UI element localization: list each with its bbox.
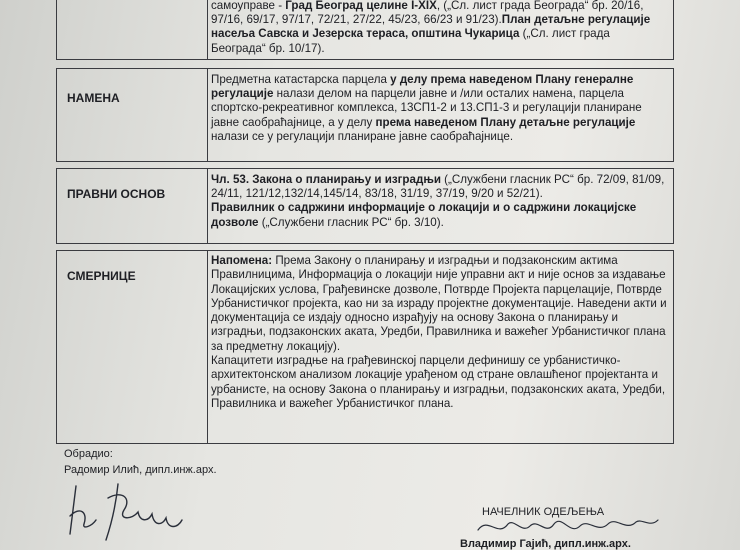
text-line: Чл. 53. Закона о планирању и изградњи — [211, 173, 441, 186]
text-line: Београда“ бр. 10/17). — [211, 41, 325, 55]
text-line: Напомена: — [211, 254, 273, 267]
text-line: Предметна катастарска парцела — [211, 73, 391, 86]
text-line: самоуправе - — [211, 0, 286, 12]
smernice-label: СМЕРНИЦЕ — [67, 269, 136, 283]
smernice-content — [211, 254, 669, 411]
text-line: Правилницима, Информација о локацији није управни акт и није основ за издавање — [211, 268, 666, 282]
pravni-osnov-row — [56, 168, 674, 244]
text-line: Капацитети изградње на грађевинској парцели дефинишу се урбанистичко- — [211, 354, 621, 368]
pravni-osnov-label-cell — [57, 169, 208, 243]
top-content — [211, 0, 669, 56]
text-line: насеља Савска и Језерска тераса, општина Чукарица — [211, 27, 520, 41]
text-line: дозволе — [211, 215, 259, 229]
text-line: 24/11, 121/12,132/14,145/14, 83/18, 31/19, 37/19, 9/20 и 52/21). — [211, 187, 543, 201]
text-line: Правилник о садржини информације о локацији и о садржини локацијске — [211, 201, 637, 215]
text-line: налази се у регулацији планиране јавне саобраћајнице. — [211, 129, 514, 143]
text-line: 97/16, 69/17, 97/17, 72/21, 27/22, 45/23, 66/23 и 91/23). — [211, 13, 502, 27]
text-line: Урбанистичког пројекта, као ни за израду пројектне документације. Наведени акти и — [211, 296, 667, 310]
text-line: Према Закону о планирању и изградњи и подзаконским актима — [272, 254, 618, 267]
text-line: документација се издају односно израђују на основу Закона о планирању и — [211, 311, 619, 325]
namena-label-cell — [57, 69, 208, 161]
text-line: урбанисте, на основу Закона о планирању и изградњи, подзаконских аката, Уредби, — [211, 382, 666, 396]
text-line: регулације — [211, 87, 274, 101]
text-line: Правилника и важећег Урбанистичког плана. — [211, 396, 454, 410]
smernice-label-cell — [57, 251, 208, 443]
namena-label: НАМЕНА — [67, 91, 120, 105]
text-line: („Службени гласник РС“ бр. 3/10). — [258, 215, 444, 229]
text-line: изградњи, подзаконских аката, Уредби, Правилника и важећег Урбанистичког плана — [211, 325, 666, 339]
chief-name: Владимир Гајић, дипл.инж.арх. — [460, 538, 631, 550]
namena-content — [211, 73, 669, 144]
text-line: спортско-рекреативног комплекса, 13СП1-2 и 13.СП1-3 и регулацији планиране — [211, 101, 642, 115]
pravni-osnov-label: ПРАВНИ ОСНОВ — [67, 187, 166, 201]
text-line: Град Београд целине I-XIX — [285, 0, 437, 12]
text-line: Локацијских услова, Грађевинске дозволе, Потврде Пројекта парцелације, Потврде — [211, 282, 662, 296]
text-line: јавне саобраћајнице, а у делу — [211, 115, 376, 129]
text-line: („Сл. лист града — [519, 27, 610, 41]
processor-signature — [58, 476, 198, 546]
top-label-cell — [57, 0, 208, 59]
text-line: , („Сл. лист града Београда“ бр. 20/16, — [436, 0, 644, 12]
text-line: према наведеном Плану детаљне регулације — [375, 115, 636, 129]
chief-title: НАЧЕЛНИК ОДЕЉЕЊА — [482, 506, 605, 518]
smernice-row — [56, 250, 674, 444]
top-continuation-row — [56, 0, 674, 60]
text-line: у делу према наведеном Плану генералне — [390, 73, 634, 86]
namena-row — [56, 68, 674, 162]
text-line: за предметну локацију). — [211, 339, 341, 353]
text-line: архитектонском анализом локације урађеном од стране овлашћеног пројектанта и — [211, 368, 658, 382]
pravni-osnov-content — [211, 173, 669, 230]
processed-by-name: Радомир Илић, дипл.инж.арх. — [64, 464, 217, 476]
text-line: налази делом на парцели јавне и /или осталих намена, парцела — [273, 87, 624, 101]
processed-by-label: Обрадио: — [64, 448, 113, 460]
text-line: План детаљне регулације — [501, 13, 651, 27]
text-line: („Службени гласник РС“ бр. 72/09, 81/09, — [440, 173, 665, 186]
